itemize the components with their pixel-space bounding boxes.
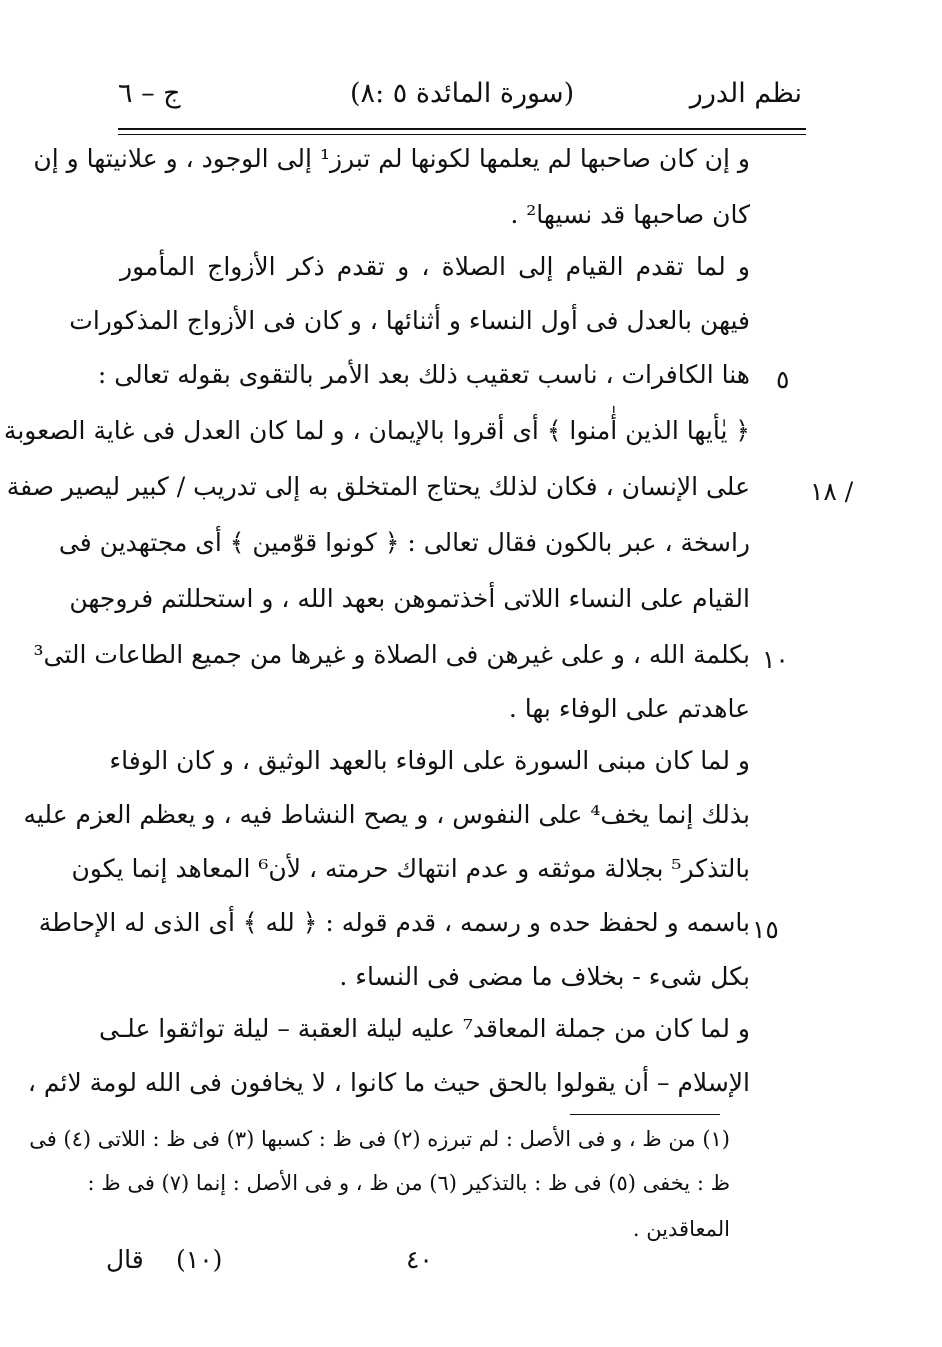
volume-number: ج – ٦ <box>118 78 181 109</box>
text-line: هنا الكافرات ، ناسب تعقيب ذلك بعد الأمر بالتقوى بقوله تعالى : <box>97 360 750 389</box>
text-line: القيام على النساء اللاتى أخذتموهن بعهد الله ، و استحللتم فروجهن <box>69 584 750 613</box>
text-line: بكلمة الله ، و على غيرهن فى الصلاة و غيرها من جميع الطاعات التى³ <box>33 640 750 669</box>
text-line: على الإنسان ، فكان لذلك يحتاج المتخلق به إلى تدريب / كبير ليصير صفة <box>6 472 750 501</box>
catchword: قال <box>106 1245 144 1274</box>
text-line: فيهن بالعدل فى أول النساء و أثنائها ، و كان فى الأزواج المذكورات <box>69 306 750 335</box>
footnote-line: المعاقدين . <box>632 1217 730 1241</box>
text-line: و لما كان مبنى السورة على الوفاء بالعهد الوثيق ، و كان الوفاء <box>109 746 750 775</box>
text-line: و لما كان من جملة المعاقد⁷ عليه ليلة العقبة – ليلة تواثقوا علـى <box>99 1014 750 1043</box>
line-number-10: ١٠ <box>762 645 789 674</box>
text-line: باسمه و لحفظ حده و رسمه ، قدم قوله : ﴿ لله ﴾ أى الذى له الإحاطة <box>38 908 750 937</box>
page-number: ٤٠ <box>406 1245 433 1274</box>
text-line: راسخة ، عبر بالكون فقال تعالى : ﴿ كونوا قوّٰمين ﴾ أى مجتهدين فى <box>58 528 750 557</box>
line-number-5: ٥ <box>776 365 790 394</box>
text-line: عاهدتم على الوفاء بها . <box>508 694 750 723</box>
text-line: و إن كان صاحبها لم يعلمها لكونها لم تبرز¹ إلى الوجود ، و علانيتها و إن <box>33 144 750 173</box>
surah-reference: (سورة المائدة ٥ :٨) <box>350 78 575 109</box>
text-line: بذلك إنما يخف⁴ على النفوس ، و يصح النشاط فيه ، و يعظم العزم عليه <box>23 800 750 829</box>
text-line: بكل شىء - بخلاف ما مضى فى النساء . <box>339 962 750 991</box>
folio-marker: ١٨ / <box>810 477 854 506</box>
footnote-separator <box>570 1114 720 1115</box>
line-number-15: ١٥ <box>752 915 779 944</box>
footnote-line: ظ : يخفى (٥) فى ظ : بالتذكير (٦) من ظ ، و فى الأصل : إنما (٧) فى ظ : <box>87 1171 730 1195</box>
text-line: كان صاحبها قد نسيها² . <box>510 200 750 229</box>
text-line: بالتذكر⁵ بجلالة موثقه و عدم انتهاك حرمته ، لأن⁶ المعاهد إنما يكون <box>71 854 750 883</box>
text-line: الإسلام – أن يقولوا بالحق حيث ما كانوا ، لا يخافون فى الله لومة لائم ، <box>27 1068 750 1097</box>
signature-mark: (١٠) <box>176 1245 223 1274</box>
book-title: نظم الدرر <box>689 78 802 109</box>
text-line: ﴿ يٰأيها الذين أٰمنوا ﴾ أى أقروا بالإيمان ، و لما كان العدل فى غاية الصعوبة <box>3 416 750 445</box>
text-line: و لما تقدم القيام إلى الصلاة ، و تقدم ذكر الأزواج المأمور <box>120 252 750 281</box>
footnote-line: (١) من ظ ، و فى الأصل : لم تبرزه (٢) فى ظ : كسبها (٣) فى ظ : اللاتى (٤) فى <box>29 1127 730 1151</box>
